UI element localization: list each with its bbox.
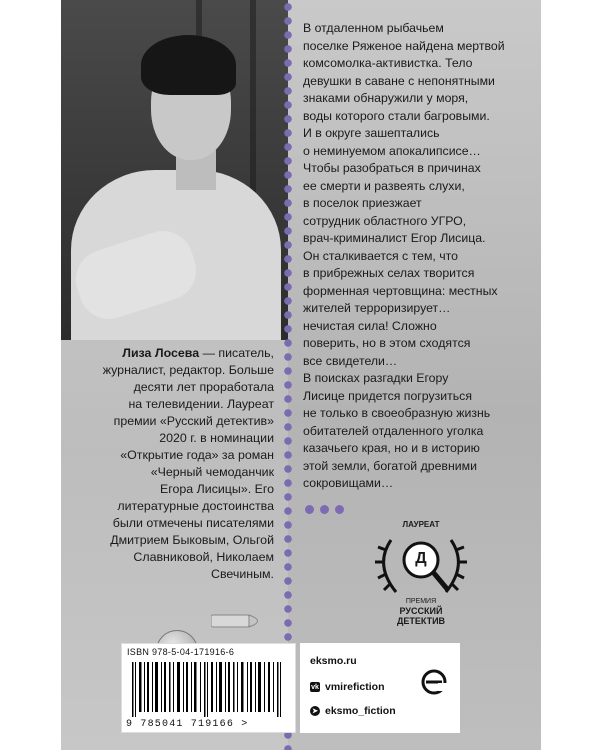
ellipsis-dots bbox=[305, 505, 344, 514]
vk-icon: vk bbox=[311, 683, 319, 691]
photo-hair bbox=[141, 35, 236, 95]
award-top-label: ЛАУРЕАТ bbox=[402, 520, 440, 529]
barcode-icon bbox=[130, 662, 290, 717]
author-bio-text: — писатель, журналист, редактор. Больше десяти лет проработала на телевидении. Лауреат премии «Русский детектив» 2020 г. в номинации «Открытие года» за роман «Черный чемоданчик Егора Лисицы». Его литературные достоинства были отмечены писателями Дмитрием Быковым, Ольгой Славниковой, Николаем Свечиным. bbox=[102, 346, 274, 581]
author-bio bbox=[69, 345, 274, 583]
dot-icon bbox=[320, 505, 329, 514]
barcode-number: 9 785041 719166 > bbox=[126, 719, 249, 730]
vk-label: vmirefiction bbox=[325, 681, 385, 693]
author-name: Лиза Лосева bbox=[122, 346, 200, 360]
telegram-label: eksmo_fiction bbox=[325, 705, 396, 717]
stamp-perforation bbox=[283, 0, 293, 750]
left-panel bbox=[61, 0, 288, 750]
isbn-label: ISBN 978-5-04-171916-6 bbox=[127, 647, 235, 657]
award-letter: Д bbox=[415, 550, 427, 567]
award-line-3: ДЕТЕКТИВ bbox=[396, 616, 446, 626]
dot-icon bbox=[305, 505, 314, 514]
book-back-cover bbox=[61, 0, 541, 750]
isbn-barcode-box bbox=[121, 643, 296, 733]
award-line-1: ПРЕМИЯ bbox=[405, 598, 437, 605]
annotation-text: В отдаленном рыбачьем поселке Ряженое найдена мертвой комсомолка-активистка. Тело девушки в саване с непонятными знаками обнаружили у моря, воды которого стали багровыми. И в округе зашептались о неминуемом апокалипсисе… Чтобы разобраться в причинах ее смерти и развеять слухи, в поселок приезжает сотрудник областного УГРО, врач-криминалист Егор Лисица. Он сталкивается с тем, что в прибрежных селах творится форменная чертовщина: местных жителей терроризирует… нечистая сила! Сложно поверить, но в этом сходятся все свидетели… В поисках разгадки Егору Лисице придется погрузиться не только в своеобразную жизнь обитателей отдаленного уголка казачьего края, но и в историю этой земли, богатой древними сокровищами… bbox=[303, 21, 505, 490]
contact-vk[interactable] bbox=[310, 681, 385, 693]
author-photo bbox=[61, 0, 288, 340]
dot-icon bbox=[335, 505, 344, 514]
bullet-icon bbox=[211, 612, 266, 630]
eksmo-logo-icon bbox=[420, 668, 448, 696]
contact-telegram[interactable] bbox=[310, 705, 396, 717]
telegram-icon: ➤ bbox=[310, 706, 320, 716]
book-annotation bbox=[303, 20, 518, 493]
award-line-2: РУССКИЙ bbox=[399, 606, 443, 616]
site-label: eksmo.ru bbox=[310, 655, 357, 667]
contact-site[interactable] bbox=[310, 655, 357, 667]
award-badge bbox=[356, 520, 486, 630]
